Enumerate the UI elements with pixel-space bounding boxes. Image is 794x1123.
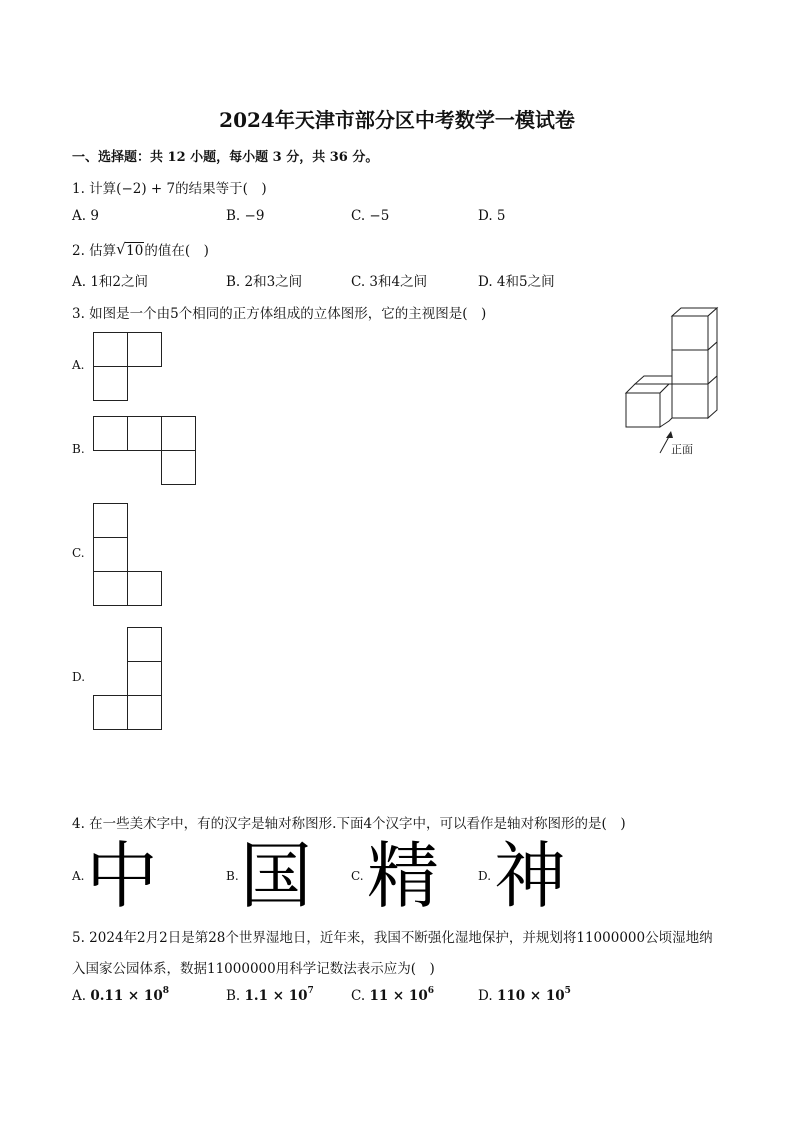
question-3-stem: 3. 如图是一个由5个相同的正方体组成的立体图形，它的主视图是( ) bbox=[72, 306, 487, 322]
q5-option-b-label: B. bbox=[226, 988, 241, 1004]
q4-char-jing[interactable]: 精 bbox=[367, 834, 440, 918]
q4-option-b-label[interactable]: B. bbox=[226, 869, 239, 883]
front-view-label: 正面 bbox=[671, 443, 693, 456]
q3-option-b-figure[interactable] bbox=[93, 416, 197, 486]
q1-option-d[interactable]: D. 5 bbox=[478, 208, 506, 224]
q3-option-d-figure[interactable] bbox=[93, 627, 163, 731]
q3-option-c-figure[interactable] bbox=[93, 503, 163, 607]
q4-option-d-label[interactable]: D. bbox=[478, 869, 492, 883]
q2-radicand: 10 bbox=[126, 243, 144, 259]
q1-option-b[interactable]: B. −9 bbox=[226, 208, 265, 224]
q3-option-b-label[interactable]: B. bbox=[72, 442, 85, 456]
q4-char-shen[interactable]: 神 bbox=[494, 834, 567, 918]
cube-solid-figure bbox=[624, 305, 724, 460]
q5-option-a-label: A. bbox=[72, 988, 87, 1004]
q5-option-d-label: D. bbox=[478, 988, 493, 1004]
q5-option-d-exp: 5 bbox=[564, 986, 571, 996]
question-1-stem: 1. 计算(−2) + 7的结果等于( ) bbox=[72, 181, 267, 197]
q5-option-d-mantissa: 110 × 10 bbox=[496, 988, 565, 1004]
q3-option-a-label[interactable]: A. bbox=[72, 358, 85, 372]
q5-option-a-mantissa: 0.11 × 10 bbox=[90, 988, 163, 1004]
q2-stem-post: 的值在( ) bbox=[144, 243, 209, 259]
q5-option-c-mantissa: 11 × 10 bbox=[369, 988, 428, 1004]
q5-option-c-label: C. bbox=[351, 988, 366, 1004]
sqrt-symbol: √ 10 bbox=[116, 240, 144, 259]
q2-stem-pre: 2. 估算 bbox=[72, 243, 117, 259]
arrow-icon bbox=[666, 431, 673, 438]
q4-option-a-label[interactable]: A. bbox=[72, 869, 85, 883]
q5-option-b-mantissa: 1.1 × 10 bbox=[244, 988, 308, 1004]
q3-option-c-label[interactable]: C. bbox=[72, 546, 85, 560]
q5-option-c-exp: 6 bbox=[427, 986, 434, 996]
q2-option-d[interactable]: D. 4和5之间 bbox=[478, 274, 555, 290]
q4-option-c-label[interactable]: C. bbox=[351, 869, 364, 883]
q4-char-guo[interactable]: 国 bbox=[240, 834, 313, 918]
q5-option-a[interactable] bbox=[72, 988, 169, 1004]
page-title: 2024年天津市部分区中考数学一模试卷 bbox=[219, 108, 575, 132]
q5-option-b[interactable] bbox=[226, 988, 314, 1004]
q5-option-c[interactable] bbox=[351, 988, 434, 1004]
q3-option-a-figure[interactable] bbox=[93, 332, 163, 402]
question-4-stem: 4. 在一些美术字中，有的汉字是轴对称图形.下面4个汉字中，可以看作是轴对称图形的是( ) bbox=[72, 816, 626, 832]
q5-option-a-exp: 8 bbox=[162, 986, 169, 996]
question-5-stem-line-2: 入国家公园体系，数据11000000用科学记数法表示应为( ) bbox=[72, 961, 435, 977]
q1-option-a[interactable]: A. 9 bbox=[72, 208, 99, 224]
q1-option-c[interactable]: C. −5 bbox=[351, 208, 390, 224]
q5-option-b-exp: 7 bbox=[307, 986, 314, 996]
q5-option-d[interactable] bbox=[478, 988, 571, 1004]
q4-char-zhong[interactable]: 中 bbox=[86, 834, 159, 918]
q2-option-a[interactable]: A. 1和2之间 bbox=[72, 274, 149, 290]
q2-option-c[interactable]: C. 3和4之间 bbox=[351, 274, 428, 290]
section-heading: 一、选择题：共 12 小题，每小题 3 分，共 36 分。 bbox=[72, 150, 379, 165]
q2-option-b[interactable]: B. 2和3之间 bbox=[226, 274, 303, 290]
question-5-stem-line-1: 5. 2024年2月2日是第28个世界湿地日，近年来，我国不断强化湿地保护，并规划将11000000公顷湿地纳 bbox=[72, 930, 713, 946]
question-2-stem bbox=[72, 239, 209, 259]
q3-option-d-label[interactable]: D. bbox=[72, 670, 86, 684]
